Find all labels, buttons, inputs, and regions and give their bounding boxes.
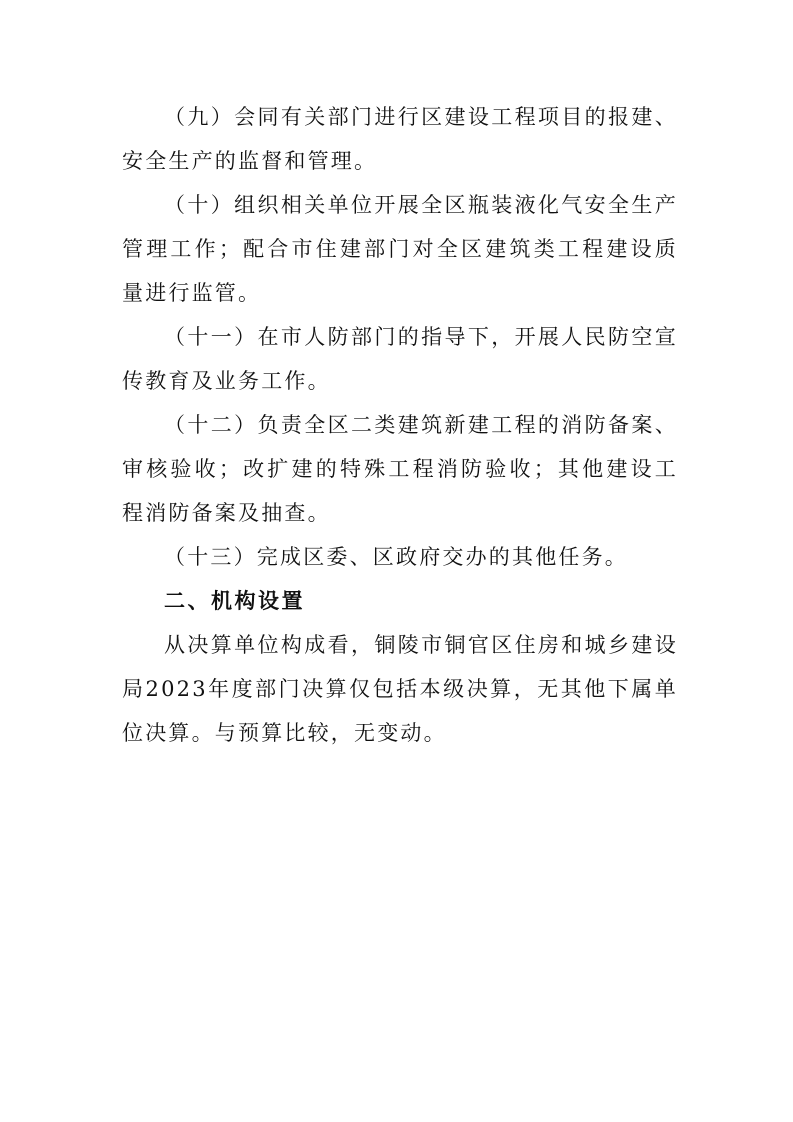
paragraph-item-9: （九）会同有关部门进行区建设工程项目的报建、安全生产的监督和管理。 <box>122 105 678 173</box>
paragraph-item-11: （十一）在市人防部门的指导下，开展人民防空宣传教育及业务工作。 <box>122 325 678 393</box>
paragraph-item-13: （十三）完成区委、区政府交办的其他任务。 <box>164 545 628 569</box>
document-body <box>122 95 678 755</box>
section-paragraph: 从决算单位构成看，铜陵市铜官区住房和城乡建设局2023年度部门决算仅包括本级决算，无其他下属单位决算。与预算比较，无变动。 <box>122 633 678 745</box>
paragraph-item-12: （十二）负责全区二类建筑新建工程的消防备案、审核验收；改扩建的特殊工程消防验收；其他建设工程消防备案及抽查。 <box>122 413 678 525</box>
paragraph-item-10: （十）组织相关单位开展全区瓶装液化气安全生产管理工作；配合市住建部门对全区建筑类工程建设质量进行监管。 <box>122 193 678 305</box>
section-heading: 二、机构设置 <box>164 589 305 613</box>
